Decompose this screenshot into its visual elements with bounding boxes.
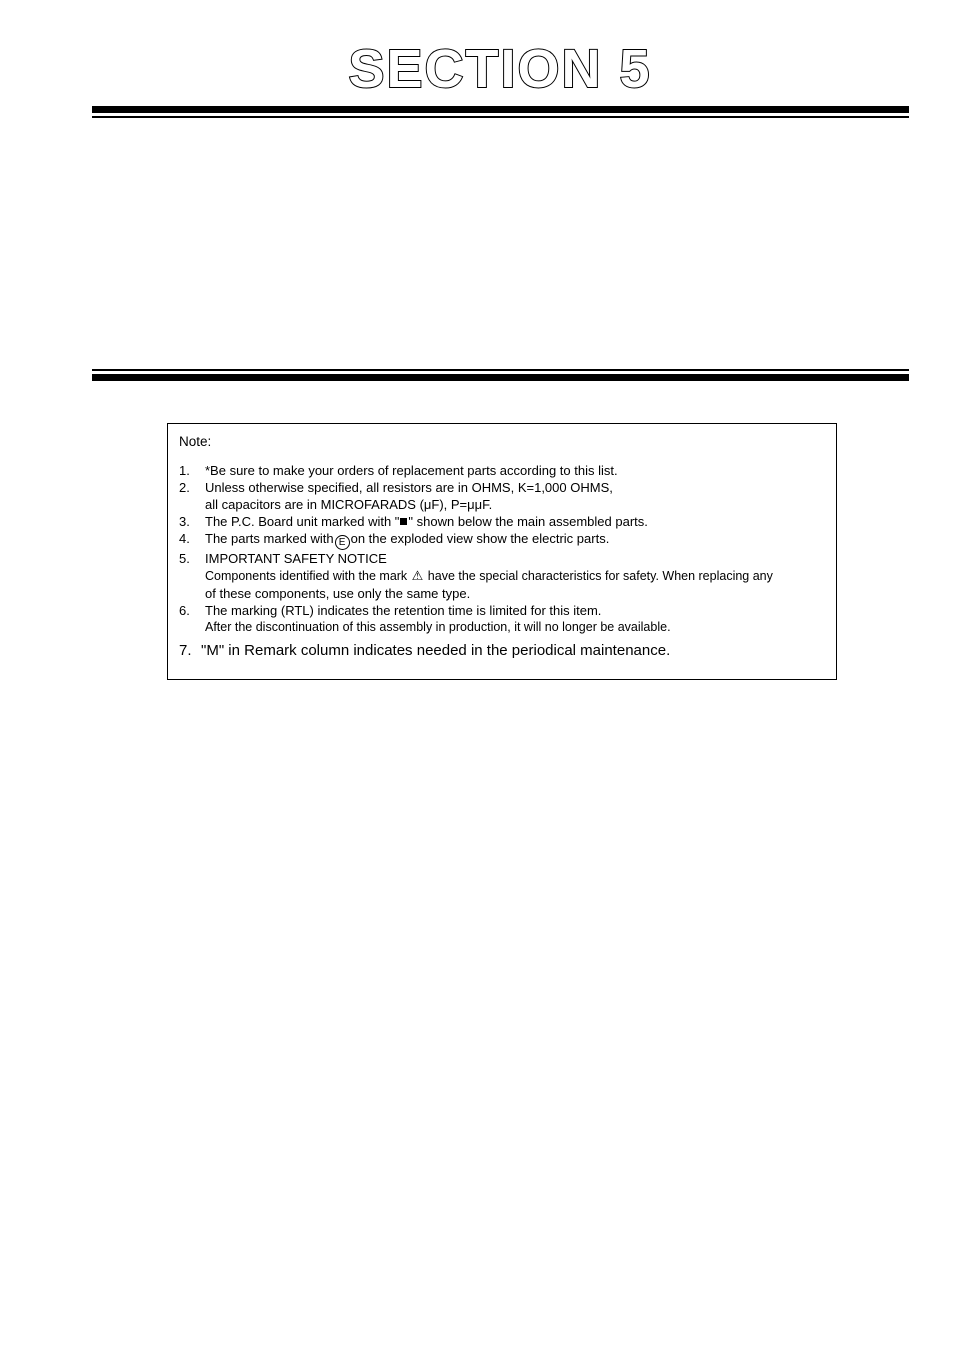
note-text-after: on the exploded view show the electric parts. bbox=[350, 531, 610, 546]
note-text-after: " shown below the main assembled parts. bbox=[408, 514, 648, 529]
note-body bbox=[205, 462, 830, 479]
rule-thick-line bbox=[92, 106, 909, 113]
note-text: *Be sure to make your orders of replacement parts according to this list. bbox=[205, 463, 618, 478]
note-text-before: The parts marked with bbox=[205, 531, 334, 546]
note-item-4 bbox=[179, 530, 830, 550]
note-text: "M" in Remark column indicates needed in the periodical maintenance. bbox=[201, 642, 671, 659]
note-box bbox=[167, 423, 837, 680]
circled-e-icon: E bbox=[335, 535, 350, 550]
note-body bbox=[205, 479, 830, 513]
note-body bbox=[205, 550, 830, 602]
note-item-6 bbox=[179, 602, 830, 636]
note-text-continued: After the discontinuation of this assembly in production, it will no longer be available. bbox=[205, 620, 671, 634]
note-text-before: The P.C. Board unit marked with " bbox=[205, 514, 400, 529]
note-text-before: Components identified with the mark bbox=[205, 569, 411, 583]
note-text-continued: of these components, use only the same type. bbox=[205, 586, 471, 601]
top-double-rule bbox=[92, 106, 909, 118]
note-number: 5. bbox=[179, 551, 190, 566]
black-square-icon bbox=[400, 518, 407, 525]
note-item-2 bbox=[179, 479, 830, 513]
note-number: 7. bbox=[179, 642, 192, 659]
note-body bbox=[201, 641, 830, 661]
note-body bbox=[205, 530, 830, 550]
note-text: IMPORTANT SAFETY NOTICE bbox=[205, 551, 387, 566]
note-line bbox=[205, 567, 830, 585]
note-item-1 bbox=[179, 462, 830, 479]
note-heading: Note: bbox=[179, 434, 212, 449]
rule-thin-line bbox=[92, 369, 909, 371]
note-number: 1. bbox=[179, 463, 190, 478]
section-title: SECTION 5 bbox=[348, 39, 652, 99]
note-item-3 bbox=[179, 513, 830, 530]
note-number: 4. bbox=[179, 531, 190, 546]
note-number: 2. bbox=[179, 480, 190, 495]
note-text: Unless otherwise specified, all resistors are in OHMS, K=1,000 OHMS, bbox=[205, 480, 613, 495]
note-body bbox=[205, 513, 830, 530]
note-number: 3. bbox=[179, 514, 190, 529]
note-item-5 bbox=[179, 550, 830, 602]
note-text-continued: all capacitors are in MICROFARADS (μF), P=μμF. bbox=[205, 497, 493, 512]
bottom-double-rule bbox=[92, 369, 909, 381]
warning-triangle-icon: ⚠ bbox=[411, 568, 424, 583]
rule-thin-line bbox=[92, 116, 909, 118]
note-number: 6. bbox=[179, 603, 190, 618]
note-list bbox=[179, 462, 830, 661]
note-line bbox=[205, 513, 830, 530]
note-line bbox=[205, 530, 830, 550]
note-text: The marking (RTL) indicates the retention time is limited for this item. bbox=[205, 603, 602, 618]
note-item-7 bbox=[179, 641, 830, 661]
note-text-after: have the special characteristics for safety. When replacing any bbox=[424, 569, 773, 583]
rule-thick-line bbox=[92, 374, 909, 381]
note-body bbox=[205, 602, 830, 636]
